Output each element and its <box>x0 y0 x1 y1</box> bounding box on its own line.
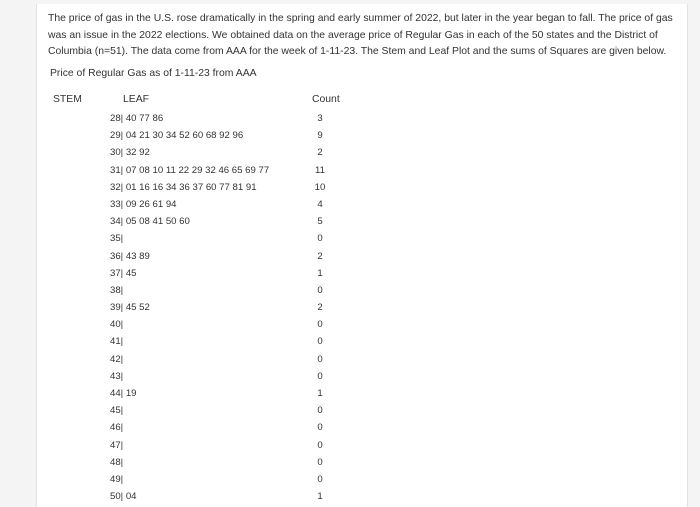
table-row <box>0 402 700 419</box>
stem-leaf-cell: 28| 40 77 86 <box>110 113 164 124</box>
stem-leaf-cell: 33| 09 26 61 94 <box>110 198 177 210</box>
intro-paragraph: The price of gas in the U.S. rose dramatically in the spring and early summer of 2022, but later in the year began to fall. The price of gas was an issue in the 2022 elections. We obtained data on the average price of Regular Gas in each of the 50 states and the District of Columbia (n=51). The data come from AAA for the week of 1-11-23. The Stem and Leaf Plot and the sums of Squares are given below. <box>48 13 673 57</box>
table-row <box>0 471 700 488</box>
count-cell: 4 <box>317 198 323 210</box>
stem-leaf-cell: 46| <box>110 422 124 434</box>
table-row <box>0 385 700 402</box>
stem-leaf-cell: 29| 04 21 30 34 52 60 68 92 96 <box>110 130 244 142</box>
stem-leaf-cell: 44| 19 <box>110 388 137 399</box>
leaf-header: LEAF <box>123 94 149 105</box>
stem-leaf-cell: 50| 04 <box>110 491 137 503</box>
count-cell: 0 <box>317 336 323 348</box>
count-cell: 2 <box>317 250 323 262</box>
stem-leaf-cell: 38| <box>110 284 124 296</box>
count-cell: 9 <box>317 130 323 142</box>
table-row <box>0 230 700 247</box>
stem-leaf-cell: 43| <box>110 370 124 382</box>
count-cell: 0 <box>317 456 323 468</box>
table-row <box>0 437 700 454</box>
table-title: Price of Regular Gas as of 1-11-23 from AAA <box>50 68 257 79</box>
count-header: Count <box>312 94 340 105</box>
table-row <box>0 368 700 385</box>
count-cell: 10 <box>314 181 326 193</box>
count-cell: 0 <box>317 233 323 245</box>
count-cell: 1 <box>317 388 323 399</box>
table-row <box>0 419 700 436</box>
stem-leaf-cell: 47| <box>110 439 124 451</box>
stem-leaf-cell: 36| 43 89 <box>110 250 150 262</box>
stem-leaf-cell: 41| <box>110 336 124 348</box>
table-row <box>0 316 700 333</box>
count-cell: 2 <box>317 147 323 159</box>
table-row <box>0 110 700 127</box>
stem-leaf-table <box>0 110 700 505</box>
count-cell: 0 <box>317 405 323 417</box>
count-cell: 3 <box>317 113 323 124</box>
count-cell: 0 <box>317 422 323 434</box>
count-cell: 5 <box>317 216 323 228</box>
stem-leaf-cell: 42| <box>110 353 124 365</box>
count-cell: 0 <box>317 284 323 296</box>
count-cell: 0 <box>317 319 323 331</box>
table-row <box>0 162 700 179</box>
table-row <box>0 179 700 196</box>
stem-header: STEM <box>53 94 82 105</box>
stem-leaf-cell: 32| 01 16 16 34 36 37 60 77 81 91 <box>110 181 257 193</box>
count-cell: 11 <box>315 164 325 176</box>
stem-leaf-cell: 30| 32 92 <box>110 147 150 159</box>
table-row <box>0 333 700 350</box>
count-cell: 0 <box>317 353 323 365</box>
table-row <box>0 265 700 282</box>
table-row <box>0 454 700 471</box>
count-cell: 0 <box>317 370 323 382</box>
table-row <box>0 213 700 230</box>
stem-leaf-cell: 39| 45 52 <box>110 302 150 314</box>
table-row <box>0 351 700 368</box>
stem-leaf-cell: 34| 05 08 41 50 60 <box>110 216 190 228</box>
stem-leaf-cell: 40| <box>110 319 124 331</box>
table-row <box>0 248 700 265</box>
count-cell: 1 <box>317 491 323 503</box>
table-row <box>0 127 700 144</box>
count-cell: 1 <box>317 267 323 279</box>
stem-leaf-cell: 35| <box>110 233 124 245</box>
stem-leaf-cell: 37| 45 <box>110 267 137 279</box>
count-cell: 0 <box>317 473 323 485</box>
stem-leaf-cell: 31| 07 08 10 11 22 29 32 46 65 69 77 <box>110 164 270 176</box>
stem-leaf-cell: 45| <box>110 405 124 417</box>
table-row <box>0 282 700 299</box>
table-row <box>0 144 700 161</box>
table-row <box>0 196 700 213</box>
table-row <box>0 299 700 316</box>
table-row <box>0 488 700 505</box>
stem-leaf-cell: 48| <box>110 456 124 468</box>
count-cell: 2 <box>317 302 323 314</box>
stem-leaf-cell: 49| <box>110 473 124 485</box>
count-cell: 0 <box>317 439 323 451</box>
